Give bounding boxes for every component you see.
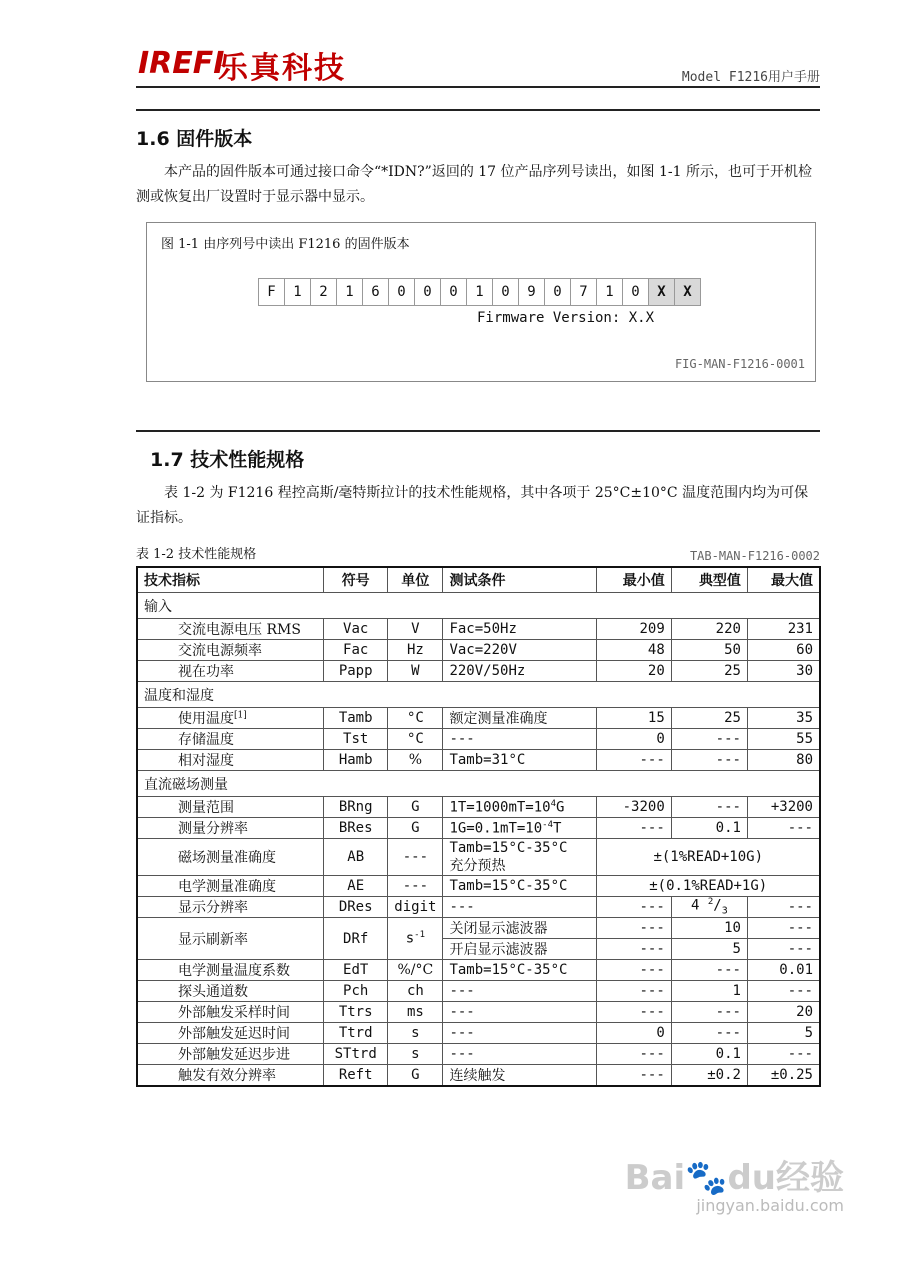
model-label: Model F1216用户手册 bbox=[681, 70, 820, 85]
cell-symbol: BRes bbox=[324, 818, 388, 839]
cell-unit: --- bbox=[388, 876, 443, 897]
cell-max: --- bbox=[747, 918, 820, 939]
cell-name: 外部触发延迟时间 bbox=[137, 1023, 324, 1044]
table-row bbox=[137, 619, 820, 640]
cell-max: --- bbox=[747, 939, 820, 960]
paw-icon: 🐾 bbox=[685, 1158, 728, 1198]
cell-condition: 额定测量准确度 bbox=[443, 708, 597, 729]
table-row bbox=[137, 981, 820, 1002]
cell-typ: 5 bbox=[671, 939, 747, 960]
cell-unit: digit bbox=[388, 897, 443, 918]
cell-max: 20 bbox=[747, 1002, 820, 1023]
digit-int: 4 bbox=[690, 897, 700, 914]
serial-digit: 0 bbox=[440, 278, 467, 306]
cell-name: 交流电源频率 bbox=[137, 640, 324, 661]
cell-min: --- bbox=[597, 1065, 671, 1087]
cell-max: 60 bbox=[747, 640, 820, 661]
cell-unit: ms bbox=[388, 1002, 443, 1023]
th-condition: 测试条件 bbox=[443, 567, 597, 593]
cell-unit: G bbox=[388, 797, 443, 818]
cond-text: 1G=0.1mT=10 bbox=[449, 820, 543, 837]
wm-du: du bbox=[727, 1158, 776, 1198]
cell-name: 视在功率 bbox=[137, 661, 324, 682]
cell-max: 30 bbox=[747, 661, 820, 682]
cell-min: --- bbox=[597, 939, 671, 960]
table-row bbox=[137, 960, 820, 981]
cell-condition: Fac=50Hz bbox=[443, 619, 597, 640]
serial-digit: 0 bbox=[492, 278, 519, 306]
cell-accuracy: ±(1%READ+10G) bbox=[597, 839, 820, 876]
cell-max: +3200 bbox=[747, 797, 820, 818]
cell-condition: --- bbox=[443, 981, 597, 1002]
fraction-den: 3 bbox=[721, 905, 728, 917]
cell-condition: 开启显示滤波器 bbox=[443, 939, 597, 960]
cell-symbol: Tamb bbox=[324, 708, 388, 729]
cell-condition: 连续触发 bbox=[443, 1065, 597, 1087]
table-row bbox=[137, 640, 820, 661]
cell-typ: --- bbox=[671, 729, 747, 750]
cell-condition: --- bbox=[443, 729, 597, 750]
serial-digit: X bbox=[648, 278, 675, 306]
table-row bbox=[137, 708, 820, 729]
cell-name: 外部触发采样时间 bbox=[137, 1002, 324, 1023]
cell-condition bbox=[443, 818, 597, 839]
cell-max: 80 bbox=[747, 750, 820, 771]
cell-typ: --- bbox=[671, 1023, 747, 1044]
th-spec: 技术指标 bbox=[137, 567, 324, 593]
group-temp: 温度和湿度 bbox=[137, 682, 820, 708]
cell-min: --- bbox=[597, 1002, 671, 1023]
cell-unit: °C bbox=[388, 729, 443, 750]
table-id: TAB-MAN-F1216-0002 bbox=[689, 549, 820, 563]
cond-unit: T bbox=[553, 820, 562, 837]
cell-typ: 25 bbox=[671, 661, 747, 682]
th-unit: 单位 bbox=[388, 567, 443, 593]
cell-condition: Tamb=15°C-35°C bbox=[443, 960, 597, 981]
cond-text: 1T=1000mT=10 bbox=[449, 799, 551, 816]
cell-min: --- bbox=[597, 918, 671, 939]
group-row bbox=[137, 682, 820, 708]
serial-digit: 0 bbox=[622, 278, 649, 306]
table-row bbox=[137, 918, 820, 939]
cell-symbol: DRf bbox=[324, 918, 388, 960]
group-row bbox=[137, 593, 820, 619]
cell-typ: 50 bbox=[671, 640, 747, 661]
serial-digit: 9 bbox=[518, 278, 545, 306]
cell-condition: --- bbox=[443, 1023, 597, 1044]
cell-name: 触发有效分辨率 bbox=[137, 1065, 324, 1087]
cell-symbol: AE bbox=[324, 876, 388, 897]
section-para-1-7: 表 1-2 为 F1216 程控高斯/毫特斯拉计的技术性能规格，其中各项于 25°C±10°C 温度范围内均为可保证指标。 bbox=[136, 485, 809, 526]
serial-number bbox=[259, 278, 701, 306]
cell-condition: --- bbox=[443, 1002, 597, 1023]
serial-digit: 1 bbox=[466, 278, 493, 306]
cell-min: --- bbox=[597, 897, 671, 918]
cell-max: 55 bbox=[747, 729, 820, 750]
name-text: 使用温度 bbox=[178, 711, 234, 727]
cell-condition: Vac=220V bbox=[443, 640, 597, 661]
firmware-label: Firmware Version: X.X bbox=[477, 310, 655, 326]
cell-min: --- bbox=[597, 1044, 671, 1065]
cell-symbol: Reft bbox=[324, 1065, 388, 1087]
cell-min: -3200 bbox=[597, 797, 671, 818]
cell-condition: 220V/50Hz bbox=[443, 661, 597, 682]
cell-max: ±0.25 bbox=[747, 1065, 820, 1087]
exponent: 4 bbox=[550, 798, 557, 809]
cell-typ: 220 bbox=[671, 619, 747, 640]
cell-symbol: Ttrs bbox=[324, 1002, 388, 1023]
cell-min: --- bbox=[597, 750, 671, 771]
cell-max: 0.01 bbox=[747, 960, 820, 981]
serial-digit: 0 bbox=[414, 278, 441, 306]
table-row bbox=[137, 797, 820, 818]
group-dc: 直流磁场测量 bbox=[137, 771, 820, 797]
cell-unit: G bbox=[388, 1065, 443, 1087]
serial-digit: 1 bbox=[284, 278, 311, 306]
cell-unit bbox=[388, 918, 443, 960]
table-row bbox=[137, 1065, 820, 1087]
table-row bbox=[137, 1002, 820, 1023]
figure-caption: 图 1-1 由序列号中读出 F1216 的固件版本 bbox=[161, 237, 410, 252]
cell-min: --- bbox=[597, 818, 671, 839]
cell-max: --- bbox=[747, 818, 820, 839]
group-input: 输入 bbox=[137, 593, 820, 619]
spec-table bbox=[136, 566, 821, 1087]
serial-digit: 2 bbox=[310, 278, 337, 306]
wm-bai: Bai bbox=[624, 1158, 686, 1198]
cell-name: 相对湿度 bbox=[137, 750, 324, 771]
cell-unit: % bbox=[388, 750, 443, 771]
cell-min: 15 bbox=[597, 708, 671, 729]
cond-unit: G bbox=[556, 799, 565, 816]
cell-symbol: STtrd bbox=[324, 1044, 388, 1065]
figure-id: FIG-MAN-F1216-0001 bbox=[674, 357, 805, 371]
serial-digit: X bbox=[674, 278, 701, 306]
table-row bbox=[137, 729, 820, 750]
cell-condition bbox=[443, 797, 597, 818]
cell-name: 测量分辨率 bbox=[137, 818, 324, 839]
cell-symbol: Vac bbox=[324, 619, 388, 640]
wm-jingyan: 经验 bbox=[776, 1158, 844, 1198]
cell-unit: --- bbox=[388, 839, 443, 876]
serial-digit: 7 bbox=[570, 278, 597, 306]
cell-unit: °C bbox=[388, 708, 443, 729]
section-rule-1-7 bbox=[136, 430, 820, 432]
cell-name: 交流电源电压 RMS bbox=[137, 619, 324, 640]
serial-digit: 0 bbox=[388, 278, 415, 306]
unit-base: s bbox=[405, 930, 415, 947]
cell-name: 电学测量准确度 bbox=[137, 876, 324, 897]
cell-min: --- bbox=[597, 981, 671, 1002]
table-header-row bbox=[137, 567, 820, 593]
cell-condition bbox=[443, 839, 597, 876]
cell-symbol: Hamb bbox=[324, 750, 388, 771]
footnote-ref: [1] bbox=[234, 710, 247, 721]
section-title-1-6: 1.6 固件版本 bbox=[136, 128, 253, 150]
table-row bbox=[137, 818, 820, 839]
cell-name: 存储温度 bbox=[137, 729, 324, 750]
th-max: 最大值 bbox=[747, 567, 820, 593]
figure-1-1 bbox=[146, 222, 816, 382]
cell-typ: 0.1 bbox=[671, 818, 747, 839]
table-row bbox=[137, 839, 820, 876]
serial-digit: F bbox=[258, 278, 285, 306]
cell-typ bbox=[671, 897, 747, 918]
cell-symbol: Pch bbox=[324, 981, 388, 1002]
cell-condition: --- bbox=[443, 1044, 597, 1065]
group-row bbox=[137, 771, 820, 797]
cell-typ: ±0.2 bbox=[671, 1065, 747, 1087]
logo-text: IREFI bbox=[138, 46, 225, 81]
cell-name: 显示分辨率 bbox=[137, 897, 324, 918]
cell-unit: G bbox=[388, 818, 443, 839]
cell-typ: --- bbox=[671, 797, 747, 818]
cell-symbol: Ttrd bbox=[324, 1023, 388, 1044]
cell-max: 5 bbox=[747, 1023, 820, 1044]
cell-max: --- bbox=[747, 897, 820, 918]
table-row bbox=[137, 1023, 820, 1044]
fraction-slash: / bbox=[713, 897, 722, 914]
section-title-1-7: 1.7 技术性能规格 bbox=[150, 449, 305, 471]
cell-condition: Tamb=15°C-35°C bbox=[443, 876, 597, 897]
cell-max: 35 bbox=[747, 708, 820, 729]
th-typ: 典型值 bbox=[671, 567, 747, 593]
cell-name: 电学测量温度系数 bbox=[137, 960, 324, 981]
cell-unit: V bbox=[388, 619, 443, 640]
cell-unit: Hz bbox=[388, 640, 443, 661]
cell-symbol: DRes bbox=[324, 897, 388, 918]
cell-min: 209 bbox=[597, 619, 671, 640]
watermark-url: jingyan.baidu.com bbox=[696, 1196, 844, 1215]
cell-unit: ch bbox=[388, 981, 443, 1002]
cell-min: 0 bbox=[597, 729, 671, 750]
cell-accuracy: ±(0.1%READ+1G) bbox=[597, 876, 820, 897]
cell-name: 探头通道数 bbox=[137, 981, 324, 1002]
cell-max: --- bbox=[747, 1044, 820, 1065]
cell-unit: %/°C bbox=[388, 960, 443, 981]
table-row bbox=[137, 750, 820, 771]
cell-symbol: Papp bbox=[324, 661, 388, 682]
cell-typ: 25 bbox=[671, 708, 747, 729]
table-row bbox=[137, 876, 820, 897]
serial-digit: 6 bbox=[362, 278, 389, 306]
cell-condition: 关闭显示滤波器 bbox=[443, 918, 597, 939]
brand-name: 乐真科技 bbox=[218, 51, 346, 86]
cell-name bbox=[137, 708, 324, 729]
cell-name: 磁场测量准确度 bbox=[137, 839, 324, 876]
cell-min: 20 bbox=[597, 661, 671, 682]
table-row bbox=[137, 897, 820, 918]
fraction-num: 2 bbox=[707, 897, 714, 908]
cell-typ: 10 bbox=[671, 918, 747, 939]
cell-max: 231 bbox=[747, 619, 820, 640]
cell-min: --- bbox=[597, 960, 671, 981]
cell-typ: --- bbox=[671, 750, 747, 771]
cell-unit: s bbox=[388, 1044, 443, 1065]
cell-condition: Tamb=31°C bbox=[443, 750, 597, 771]
cell-typ: --- bbox=[671, 1002, 747, 1023]
cell-name: 显示刷新率 bbox=[137, 918, 324, 960]
irefi-logo bbox=[136, 46, 225, 81]
cell-symbol: BRng bbox=[324, 797, 388, 818]
table-row bbox=[137, 1044, 820, 1065]
baidu-watermark bbox=[625, 1150, 844, 1199]
header-rule bbox=[136, 86, 820, 88]
cell-symbol: AB bbox=[324, 839, 388, 876]
cond-line-1: Tamb=15°C-35°C bbox=[449, 840, 568, 856]
th-min: 最小值 bbox=[597, 567, 671, 593]
serial-digit: 1 bbox=[596, 278, 623, 306]
cell-symbol: EdT bbox=[324, 960, 388, 981]
serial-digit: 1 bbox=[336, 278, 363, 306]
cell-name: 测量范围 bbox=[137, 797, 324, 818]
cell-min: 0 bbox=[597, 1023, 671, 1044]
cell-symbol: Tst bbox=[324, 729, 388, 750]
th-symbol: 符号 bbox=[324, 567, 388, 593]
cell-typ: --- bbox=[671, 960, 747, 981]
cond-line-2: 充分预热 bbox=[449, 858, 506, 874]
cell-max: --- bbox=[747, 981, 820, 1002]
table-caption: 表 1-2 技术性能规格 bbox=[136, 547, 257, 562]
cell-typ: 0.1 bbox=[671, 1044, 747, 1065]
serial-digit: 0 bbox=[544, 278, 571, 306]
table-row bbox=[137, 661, 820, 682]
section-para-1-6: 本产品的固件版本可通过接口命令“*IDN?”返回的 17 位产品序列号读出，如图 1-1 所示，也可于开机检测或恢复出厂设置时于显示器中显示。 bbox=[136, 164, 812, 205]
cell-min: 48 bbox=[597, 640, 671, 661]
unit-exp: -1 bbox=[414, 930, 426, 941]
section-rule-1-6 bbox=[136, 109, 820, 111]
cell-typ: 1 bbox=[671, 981, 747, 1002]
cell-symbol: Fac bbox=[324, 640, 388, 661]
cell-unit: W bbox=[388, 661, 443, 682]
exponent: -4 bbox=[542, 819, 554, 830]
cell-unit: s bbox=[388, 1023, 443, 1044]
cell-condition: --- bbox=[443, 897, 597, 918]
cell-name: 外部触发延迟步进 bbox=[137, 1044, 324, 1065]
